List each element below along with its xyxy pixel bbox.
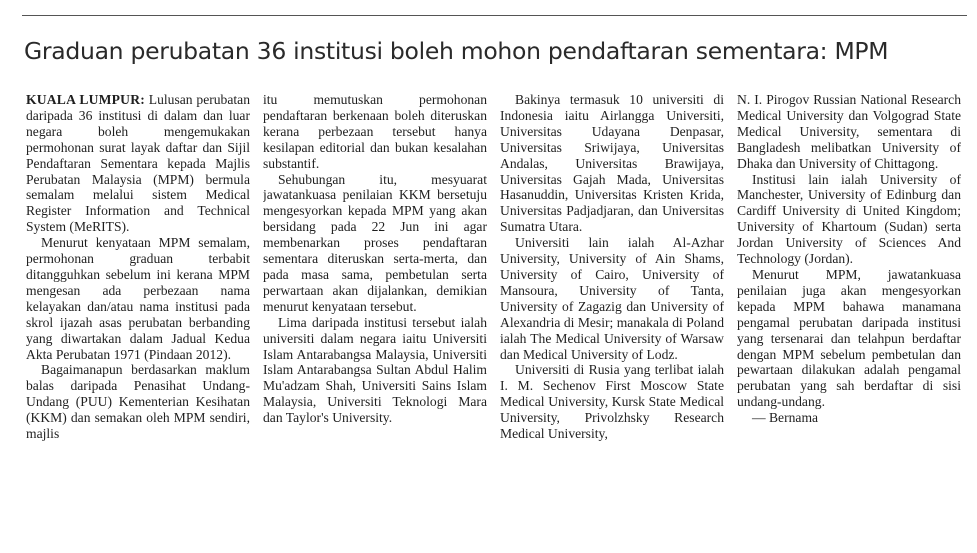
paragraph: Universiti lain ialah Al-Azhar University, University of Ain Shams, University of Cairo, University of Mansoura, University of Tanta, University of Zagazig dan University of Alexandria di Mesir; manakala di Poland ialah The Medical University of Warsaw dan Medical University of Lodz. xyxy=(500,235,724,362)
paragraph: Menurut MPM, jawatankuasa penilaian juga akan mengesyorkan kepada MPM bahawa manamana pengamal perubatan daripada institusi yang tersenarai dan telahpun berdaftar dengan MPM sebelum pembetulan dan pewartaan dilakukan adalah pengamal perubatan yang sah berdaftar di sisi undang-undang. xyxy=(737,266,961,410)
top-rule xyxy=(22,15,967,16)
paragraph: N. I. Pirogov Russian National Research Medical University dan Volgograd State Medical University, sementara di Bangladesh melibatkan University of Dhaka dan University of Chittagong. xyxy=(737,92,961,171)
paragraph: Bagaimanapun berdasarkan maklum balas daripada Penasihat Undang-Undang (PUU) Kementerian Kesihatan (KKM) dan semakan oleh MPM sendiri, majlis xyxy=(26,362,250,442)
headline: Graduan perubatan 36 institusi boleh mohon pendaftaran sementara: MPM xyxy=(24,37,889,65)
paragraph xyxy=(26,92,250,235)
paragraph: Lima daripada institusi tersebut ialah universiti dalam negara iaitu Universiti Islam Antarabangsa Malaysia, Universiti Islam Antarabangsa Sultan Abdul Halim Mu'adzam Shah, Universiti Sains Islam Malaysia, Universiti Teknologi Mara dan Taylor's University. xyxy=(263,314,487,426)
dateline: KUALA LUMPUR: xyxy=(26,92,145,107)
paragraph: Sehubungan itu, mesyuarat jawatankuasa penilaian KKM bersetuju mengesyorkan kepada MPM yang akan bersidang pada 22 Jun ini agar membenarkan proses pendaftaran sementara diteruskan serta-merta, dan pada masa sama, pembetulan serta perwartaan akan dijalankan, demikian menurut kenyataan tersebut. xyxy=(263,171,487,314)
article-body xyxy=(26,92,963,547)
paragraph-text: Lulusan perubatan daripada 36 institusi di dalam dan luar negara boleh mengemukakan permohonan surat layak daftar dan Sijil Pendaftaran Sementara kepada Majlis Perubatan Malaysia (MPM) bermula semalam melalui sistem Medical Register Information and Technical System (MeRITS). xyxy=(26,92,250,235)
paragraph: itu memutuskan permohonan pendaftaran berkenaan boleh diteruskan kerana perbezaan tersebut hanya kesilapan editorial dan bukan kesalahan substantif. xyxy=(263,92,487,171)
column-2 xyxy=(263,92,487,547)
byline: — Bernama xyxy=(752,410,819,426)
column-1 xyxy=(26,92,250,547)
column-4 xyxy=(737,92,961,547)
paragraph: Institusi lain ialah University of Manchester, University of Edinburg dan Cardiff University di United Kingdom; University of Khartoum (Sudan) serta Jordan University of Sciences And Technology (Jordan). xyxy=(737,171,961,267)
paragraph: Menurut kenyataan MPM semalam, permohonan graduan terbabit ditangguhkan sebelum ini kerana MPM mengesan ada perbezaan nama kelayakan dan/atau nama institusi pada skrol ijazah asas perubatan berbanding yang diwartakan dalam Jadual Kedua Akta Perubatan 1971 (Pindaan 2012). xyxy=(26,235,250,362)
column-3 xyxy=(500,92,724,547)
paragraph: Universiti di Rusia yang terlibat ialah I. M. Sechenov First Moscow State Medical University, Kursk State Medical University, Privolzhsky Research Medical University, xyxy=(500,362,724,442)
paragraph: Bakinya termasuk 10 universiti di Indonesia iaitu Airlangga Universiti, Universitas Udayana Denpasar, Universitas Sriwijaya, Universitas Andalas, Universitas Brawijaya, Universitas Gajah Mada, Universitas Hasanuddin, Universitas Kristen Krida, Universitas Padjadjaran, dan Universitas Sumatra Utara. xyxy=(500,92,724,235)
